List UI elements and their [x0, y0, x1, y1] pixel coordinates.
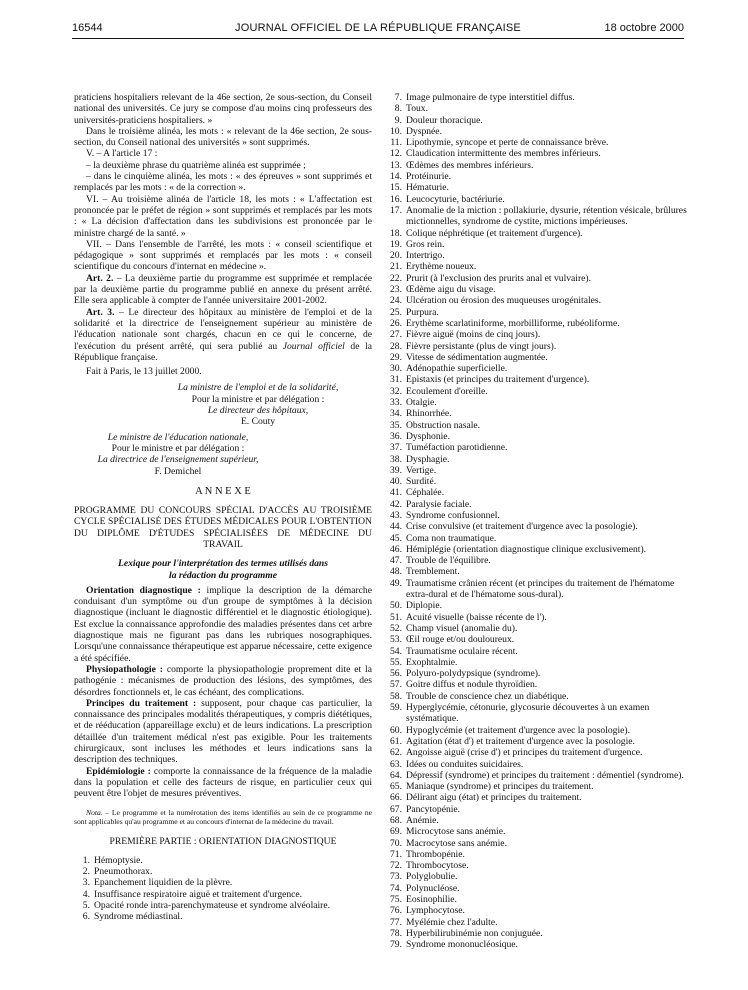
list-item	[388, 860, 688, 871]
list-item	[388, 454, 688, 465]
list-item	[388, 363, 688, 374]
list-item	[74, 877, 372, 888]
item-text: Fièvre persistante (plus de vingt jours).	[406, 340, 557, 352]
item-number: 59.	[390, 702, 402, 714]
signatory-name: F. Demichel	[154, 465, 202, 477]
item-number: 15.	[390, 182, 402, 194]
item-number: 18.	[390, 227, 402, 239]
list-item	[388, 160, 688, 171]
item-number: 66.	[390, 792, 402, 804]
item-number: 63.	[390, 758, 402, 770]
item-number: 27.	[390, 329, 402, 341]
item-text: Hémoptysie.	[94, 854, 143, 866]
list-item	[388, 431, 688, 442]
item-text: Maniaque (syndrome) et principes du traitement.	[406, 781, 594, 793]
item-number: 72.	[390, 860, 402, 872]
item-text: Protéinurie.	[406, 171, 452, 183]
list-item	[388, 250, 688, 261]
item-number: 54.	[390, 645, 402, 657]
list-item	[388, 770, 688, 781]
item-text: Œdèmes des membres inférieurs.	[406, 159, 534, 171]
item-list	[74, 855, 372, 923]
item-number: 69.	[390, 826, 402, 838]
list-item	[388, 499, 688, 510]
list-item	[388, 239, 688, 250]
paragraph: – la deuxième phrase du quatrième alinéa est supprimée ;	[86, 159, 306, 171]
list-item	[388, 838, 688, 849]
item-number: 51.	[390, 611, 402, 623]
item-number: 74.	[390, 882, 402, 894]
item-text: Gros rein.	[406, 238, 445, 250]
item-number: 24.	[390, 295, 402, 307]
item-text: Hyperglycémie, cétonurie, glycosurie découvertes à un examen systématique.	[406, 702, 650, 725]
item-number: 41.	[390, 487, 402, 499]
item-text: Agitation (état d') et traitement d'urgence avec la posologie.	[406, 735, 635, 747]
item-text: Vitesse de sédimentation augmentée.	[406, 351, 548, 363]
list-item	[388, 194, 688, 205]
item-text: Douleur thoracique.	[406, 114, 483, 126]
list-item	[388, 747, 688, 758]
list-item	[388, 849, 688, 860]
item-number: 5.	[82, 900, 90, 911]
item-text: Epanchement liquidien de la plèvre.	[94, 877, 233, 889]
item-number: 45.	[390, 532, 402, 544]
item-number: 14.	[390, 171, 402, 183]
item-text: Polyglobulie.	[406, 871, 458, 883]
paragraph: – dans le cinquième alinéa, les mots : « des épreuves » sont supprimés et remplacés par les mots : « de la correction ».	[74, 171, 372, 194]
item-number: 31.	[390, 374, 402, 386]
nota	[74, 808, 372, 826]
journal-title: JOURNAL OFFICIEL DE LA RÉPUBLIQUE FRANÇAISE	[235, 22, 521, 34]
item-number: 29.	[390, 351, 402, 363]
item-text: Opacité ronde intra-parenchymateuse et syndrome alvéolaire.	[94, 900, 331, 911]
list-item	[388, 578, 688, 601]
item-text: Polyuro-polydypsique (syndrome).	[406, 668, 541, 680]
item-text: Traumatisme oculaire récent.	[406, 645, 518, 657]
item-text: Thrombopénie.	[406, 848, 465, 860]
item-text: Hémiplégie (orientation diagnostique clinique exclusivement).	[406, 543, 647, 555]
list-item	[388, 894, 688, 905]
list-item	[388, 92, 688, 103]
list-item	[74, 900, 372, 911]
list-item	[388, 623, 688, 634]
item-text: Leucocyturie, bactériurie.	[406, 193, 505, 205]
list-item	[388, 917, 688, 928]
page-number: 16544	[72, 22, 103, 34]
item-text: Dysphagie.	[406, 453, 450, 465]
term: Orientation diagnostique :	[86, 584, 201, 596]
article-label: Art. 3.	[86, 306, 115, 318]
item-text: Obstruction nasale.	[406, 419, 481, 431]
item-number: 46.	[390, 543, 402, 555]
paragraph: VII. – Dans l'ensemble de l'arrêté, les mots : « conseil scientifique et pédagogique » sont supprimés et remplacés par les mots : « conseil scientifique du concours d'internat en médecine ».	[74, 238, 372, 273]
item-number: 65.	[390, 781, 402, 793]
list-item	[388, 341, 688, 352]
item-number: 61.	[390, 735, 402, 747]
list-item	[388, 420, 688, 431]
item-text: Lymphocytose.	[406, 905, 465, 917]
item-text: Champ visuel (anomalie du).	[406, 622, 518, 634]
item-number: 71.	[390, 848, 402, 860]
item-text: Paralysie faciale.	[406, 498, 472, 510]
article-label: Art. 2.	[86, 272, 114, 284]
item-text: Claudication intermittente des membres inférieurs.	[406, 148, 601, 160]
item-number: 58.	[390, 690, 402, 702]
term: Epidémiologie :	[86, 765, 151, 777]
item-text: Eosinophilie.	[406, 894, 457, 906]
list-item	[388, 600, 688, 611]
delegation-line: Pour le ministre et par délégation :	[111, 442, 245, 454]
item-text: Syndrome mononucléosique.	[406, 939, 518, 951]
signature-block-1	[74, 382, 372, 427]
item-text: Adénopathie superficielle.	[406, 363, 508, 375]
item-text: Angoisse aiguë (crise d') et principes du traitement d'urgence.	[406, 747, 643, 759]
item-number: 70.	[390, 837, 402, 849]
item-text: Fièvre aiguë (moins de cinq jours).	[406, 329, 541, 341]
signatory-title: La ministre de l'emploi et de la solidarité,	[177, 382, 339, 394]
item-text: Image pulmonaire de type interstitiel diffus.	[406, 92, 575, 103]
issue-date: 18 octobre 2000	[604, 22, 684, 34]
item-text: Œdème aigu du visage.	[406, 284, 496, 296]
item-number: 64.	[390, 769, 402, 781]
article-text: de la République française.	[74, 340, 373, 363]
list-item	[74, 866, 372, 877]
item-text: Crise convulsive (et traitement d'urgence avec la posologie).	[406, 521, 638, 533]
list-item	[388, 318, 688, 329]
item-number: 49.	[390, 577, 402, 589]
list-item	[388, 691, 688, 702]
definition-epidemiologie	[74, 766, 372, 800]
list-item	[388, 792, 688, 803]
item-text: Hématurie.	[406, 182, 449, 194]
item-number: 60.	[390, 724, 402, 736]
paragraph: V. – A l'article 17 :	[86, 148, 158, 160]
list-item	[388, 736, 688, 747]
item-number: 75.	[390, 894, 402, 906]
item-text: Pancytopénie.	[406, 803, 461, 815]
item-text: Microcytose sans anémie.	[406, 826, 506, 838]
list-item	[388, 476, 688, 487]
item-number: 53.	[390, 634, 402, 646]
item-number: 25.	[390, 306, 402, 318]
list-item	[388, 126, 688, 137]
item-text: Diplopie.	[406, 600, 442, 612]
definition: supposent, pour chaque cas particulier, la connaissance des principales modalités thérapeutiques, y compris diététiques, et de rééducation (appareillage exclu) et de leurs indications. La prescription détaillée d'un traitement médical n'est pas exigible. Pour les traitements chirurgicaux, sont incluses les méthodes et leurs indications sans la description des techniques.	[74, 697, 372, 766]
list-item	[388, 295, 688, 306]
term: Principes du traitement :	[86, 697, 197, 709]
list-item	[388, 148, 688, 159]
item-number: 4.	[82, 888, 90, 900]
list-item	[388, 883, 688, 894]
list-item	[388, 261, 688, 272]
paragraph: praticiens hospitaliers relevant de la 46e section, 2e sous-section, du Conseil national des universités. Ce jury se compose d'au moins cinq professeurs des universités-praticiens hospitaliers. »	[74, 92, 372, 126]
list-item	[388, 679, 688, 690]
item-text: Délirant aigu (état) et principes du traitement.	[406, 792, 582, 804]
item-text: Ecoulement d'oreille.	[406, 385, 488, 397]
item-number: 40.	[390, 476, 402, 488]
right-column-item-list	[388, 92, 688, 951]
item-text: Idées ou conduites suicidaires.	[406, 758, 524, 770]
item-text: Exophtalmie.	[406, 656, 458, 668]
item-text: Hyperbilirubinémie non conjuguée.	[406, 927, 543, 939]
item-text: Syndrome médiastinal.	[94, 911, 183, 923]
item-number: 35.	[390, 419, 402, 431]
item-number: 17.	[390, 204, 402, 216]
list-item	[74, 855, 372, 866]
item-number: 26.	[390, 317, 402, 329]
item-text: Hypoglycémie (et traitement d'urgence avec la posologie).	[406, 724, 630, 736]
list-item	[388, 352, 688, 363]
definition: comporte la connaissance de la fréquence de la maladie dans la population et celle des facteurs de risque, en particulier ceux qui peuvent être l'objet de mesures préventives.	[74, 765, 372, 800]
signature-block-2	[74, 432, 372, 477]
signatory-title: Le directeur des hôpitaux,	[207, 405, 309, 417]
item-number: 13.	[390, 159, 402, 171]
list-item	[388, 646, 688, 657]
item-text: Surdité.	[406, 476, 437, 488]
item-text: Goitre diffus et nodule thyroïdien.	[406, 679, 538, 691]
delegation-line: Pour la ministre et par délégation :	[191, 393, 325, 405]
item-number: 42.	[390, 498, 402, 510]
item-text: Tremblement.	[406, 566, 460, 578]
item-text: Lipothymie, syncope et perte de connaissance brève.	[406, 137, 609, 149]
lexique-heading: Lexique pour l'interprétation des termes utilisés dans la rédaction du programme	[117, 558, 328, 581]
item-number: 77.	[390, 916, 402, 928]
list-item	[388, 555, 688, 566]
list-item	[388, 521, 688, 532]
item-text: Anémie.	[406, 815, 439, 826]
signatory-title: La directrice de l'enseignement supérieur,	[97, 454, 259, 466]
item-number: 47.	[390, 555, 402, 567]
list-item	[388, 533, 688, 544]
item-text: Rhinorrhée.	[406, 408, 452, 420]
item-number: 21.	[390, 261, 402, 273]
programme-title: PROGRAMME DU CONCOURS SPÉCIAL D'ACCÈS AU TROISIÈME CYCLE SPÉCIALISÉ DES ÉTUDES MÉDICALES POUR L'OBTENTION DU DIPLÔME D'ÉTUDES SPÉCIALISÉES DE MÉDECINE DU TRAVAIL	[74, 505, 372, 550]
item-number: 3.	[82, 877, 90, 889]
item-text: Pneumothorax.	[94, 866, 153, 878]
item-number: 37.	[390, 442, 402, 454]
item-number: 79.	[390, 939, 402, 951]
list-item	[388, 928, 688, 939]
item-text: Insuffisance respiratoire aiguë et traitement d'urgence.	[94, 888, 303, 900]
list-item	[74, 889, 372, 900]
list-item	[388, 544, 688, 555]
page-header	[72, 22, 684, 38]
item-number: 55.	[390, 656, 402, 668]
item-text: Prurit (à l'exclusion des prurits anal et vulvaire).	[406, 272, 592, 284]
list-item	[388, 374, 688, 385]
list-item	[388, 442, 688, 453]
item-text: Myélémie chez l'adulte.	[406, 916, 498, 928]
article-2	[74, 273, 372, 307]
list-item	[388, 487, 688, 498]
item-number: 7.	[394, 92, 402, 103]
list-item	[388, 115, 688, 126]
nota-text: – Le programme et la numérotation des items identifiés au sein de ce programme ne sont applicables qu'au programme et au concours d'internat de la médecine du travail.	[74, 807, 372, 826]
list-item	[388, 815, 688, 826]
list-item	[388, 228, 688, 239]
list-item	[388, 781, 688, 792]
item-number: 1.	[82, 854, 90, 866]
item-text: Thrombocytose.	[406, 860, 469, 872]
item-number: 44.	[390, 521, 402, 533]
list-item	[388, 612, 688, 623]
item-text: Anomalie de la miction : pollakiurie, dysurie, rétention vésicale, brûlures mictionnelles, syndrome de cystite, mictions impérieuses.	[406, 204, 687, 228]
list-item	[388, 307, 688, 318]
part-heading: PREMIÈRE PARTIE : ORIENTATION DIAGNOSTIQUE	[109, 835, 337, 847]
list-item	[388, 657, 688, 668]
item-number: 67.	[390, 803, 402, 815]
item-number: 62.	[390, 747, 402, 759]
annexe-heading: A N N E X E	[195, 485, 251, 497]
list-item	[388, 465, 688, 476]
item-text: Polynucléose.	[406, 882, 460, 894]
signing-place-date: Fait à Paris, le 13 juillet 2000.	[86, 366, 202, 378]
signatory-name: E. Couty	[240, 416, 276, 428]
item-number: 68.	[390, 815, 402, 826]
item-text: Céphalée.	[406, 487, 445, 499]
item-number: 32.	[390, 385, 402, 397]
item-number: 22.	[390, 272, 402, 284]
item-text: Epistaxis (et principes du traitement d'urgence).	[406, 374, 590, 386]
item-number: 19.	[390, 238, 402, 250]
list-item	[388, 182, 688, 193]
list-item	[388, 510, 688, 521]
item-text: Dyspnée.	[406, 125, 442, 137]
item-number: 36.	[390, 430, 402, 442]
list-item	[388, 386, 688, 397]
nota-label: Nota.	[86, 807, 103, 817]
item-number: 52.	[390, 622, 402, 634]
list-item	[388, 171, 688, 182]
article-3	[74, 307, 372, 363]
item-text: Dysphonie.	[406, 430, 450, 442]
item-number: 73.	[390, 871, 402, 883]
article-text: – Le directeur des hôpitaux au ministère de l'emploi et de la solidarité et la directrice de l'enseignement supérieur au ministère de l'éducation nationale sont chargés, chacun en ce qui le concerne, de l'exécution du présent arrêté, qui sera publié au	[74, 306, 373, 352]
item-text: Intertrigo.	[406, 250, 445, 262]
item-number: 16.	[390, 193, 402, 205]
item-text: Purpura.	[406, 306, 439, 318]
item-number: 76.	[390, 905, 402, 917]
list-item	[388, 871, 688, 882]
list-item	[388, 725, 688, 736]
item-number: 30.	[390, 363, 402, 375]
item-text: Trouble de l'équilibre.	[406, 555, 491, 567]
item-text: Coma non traumatique.	[406, 532, 497, 544]
item-number: 33.	[390, 397, 402, 409]
item-number: 28.	[390, 340, 402, 352]
list-item	[388, 826, 688, 837]
item-number: 43.	[390, 509, 402, 521]
list-item	[388, 273, 688, 284]
list-item	[388, 634, 688, 645]
item-text: Dépressif (syndrome) et principes du traitement : démentiel (syndrome).	[406, 769, 684, 781]
item-number: 78.	[390, 927, 402, 939]
list-item	[388, 939, 688, 950]
item-text: Erythème scarlatiniforme, morbilliforme, rubéoliforme.	[406, 317, 620, 329]
item-text: Erythème noueux.	[406, 261, 477, 273]
item-number: 56.	[390, 668, 402, 680]
journal-reference: Journal officiel	[282, 340, 345, 352]
item-text: Trouble de conscience chez un diabétique.	[406, 690, 569, 702]
item-text: Toux.	[406, 103, 428, 115]
list-item	[388, 905, 688, 916]
paragraph: VI. – Au troisième alinéa de l'article 18, les mots : « L'affectation est prononcée par le préfet de région » sont supprimés et remplacés par les mots : « La décision d'affectation dans les subdivisions est prononcée par le ministre chargé de la santé. »	[74, 193, 372, 239]
item-text: Macrocytose sans anémie.	[406, 837, 507, 849]
item-number: 39.	[390, 464, 402, 476]
item-text: Tuméfaction parotidienne.	[406, 442, 508, 454]
definition: comporte la physiopathologie proprement dite et la pathogénie : mécanismes de production des lésions, des symptômes, des désordres fonctionnels et, le cas échéant, des complications.	[74, 663, 372, 698]
item-number: 50.	[390, 600, 402, 612]
list-item	[388, 804, 688, 815]
item-text: Syndrome confusionnel.	[406, 509, 500, 521]
list-item	[388, 668, 688, 679]
paragraph: Dans le troisième alinéa, les mots : « relevant de la 46e section, 2e sous-section, du Conseil national des universités » sont supprimés.	[74, 125, 372, 149]
item-number: 57.	[390, 679, 402, 691]
item-number: 34.	[390, 408, 402, 420]
list-item	[388, 103, 688, 114]
item-number: 20.	[390, 250, 402, 262]
item-number: 23.	[390, 284, 402, 296]
list-item	[388, 137, 688, 148]
article-text: – La deuxième partie du programme est supprimée et remplacée par la deuxième partie du programme publié en annexe du présent arrêté. Elle sera applicable à compter de l'année universitaire 2001-2002.	[74, 272, 372, 307]
item-text: Otalgie.	[406, 397, 437, 409]
list-item	[388, 329, 688, 340]
list-item	[388, 397, 688, 408]
list-item	[388, 408, 688, 419]
signatory-title: Le ministre de l'éducation nationale,	[107, 431, 249, 443]
definition-traitement	[74, 698, 372, 766]
item-number: 6.	[82, 911, 90, 923]
item-text: Traumatisme crânien récent (et principes du traitement de l'hématome extra-dural et de l'hématome sous-dural).	[406, 577, 675, 601]
item-number: 48.	[390, 566, 402, 578]
item-number: 9.	[394, 114, 402, 126]
term: Physiopathologie :	[86, 663, 163, 675]
left-column	[74, 92, 372, 923]
list-item	[388, 284, 688, 295]
list-item	[388, 566, 688, 577]
definition-orientation	[74, 585, 372, 664]
item-text: Colique néphrétique (et traitement d'urgence).	[406, 227, 583, 239]
list-item	[388, 759, 688, 770]
list-item	[388, 702, 688, 725]
definition: implique la description de la démarche conduisant d'un symptôme ou d'un groupe de symptômes à la décision diagnostique (incluant le diagnostic différentiel et le diagnostic étiologique). Est exclue la connaissance approfondie des maladies présentes dans cet arbre diagnostique mais ne figurant pas dans les rubriques nosographiques. Lorsqu'une connaissance thérapeutique est apparue nécessaire, cette exigence a été spécifiée.	[74, 584, 372, 664]
item-text: Œil rouge et/ou douloureux.	[406, 634, 515, 646]
item-number: 38.	[390, 453, 402, 465]
item-number: 11.	[390, 137, 402, 149]
item-number: 8.	[394, 103, 402, 115]
definition-physiopathologie	[74, 664, 372, 698]
item-text: Ulcération ou érosion des muqueuses urogénitales.	[406, 295, 602, 307]
item-text: Acuité visuelle (baisse récente de l').	[406, 611, 547, 623]
item-number: 12.	[390, 148, 402, 160]
item-number: 10.	[390, 125, 402, 137]
item-number: 2.	[82, 866, 90, 878]
list-item	[74, 911, 372, 922]
list-item	[388, 205, 688, 228]
header-rule	[72, 38, 684, 39]
item-text: Vertige.	[406, 464, 437, 476]
